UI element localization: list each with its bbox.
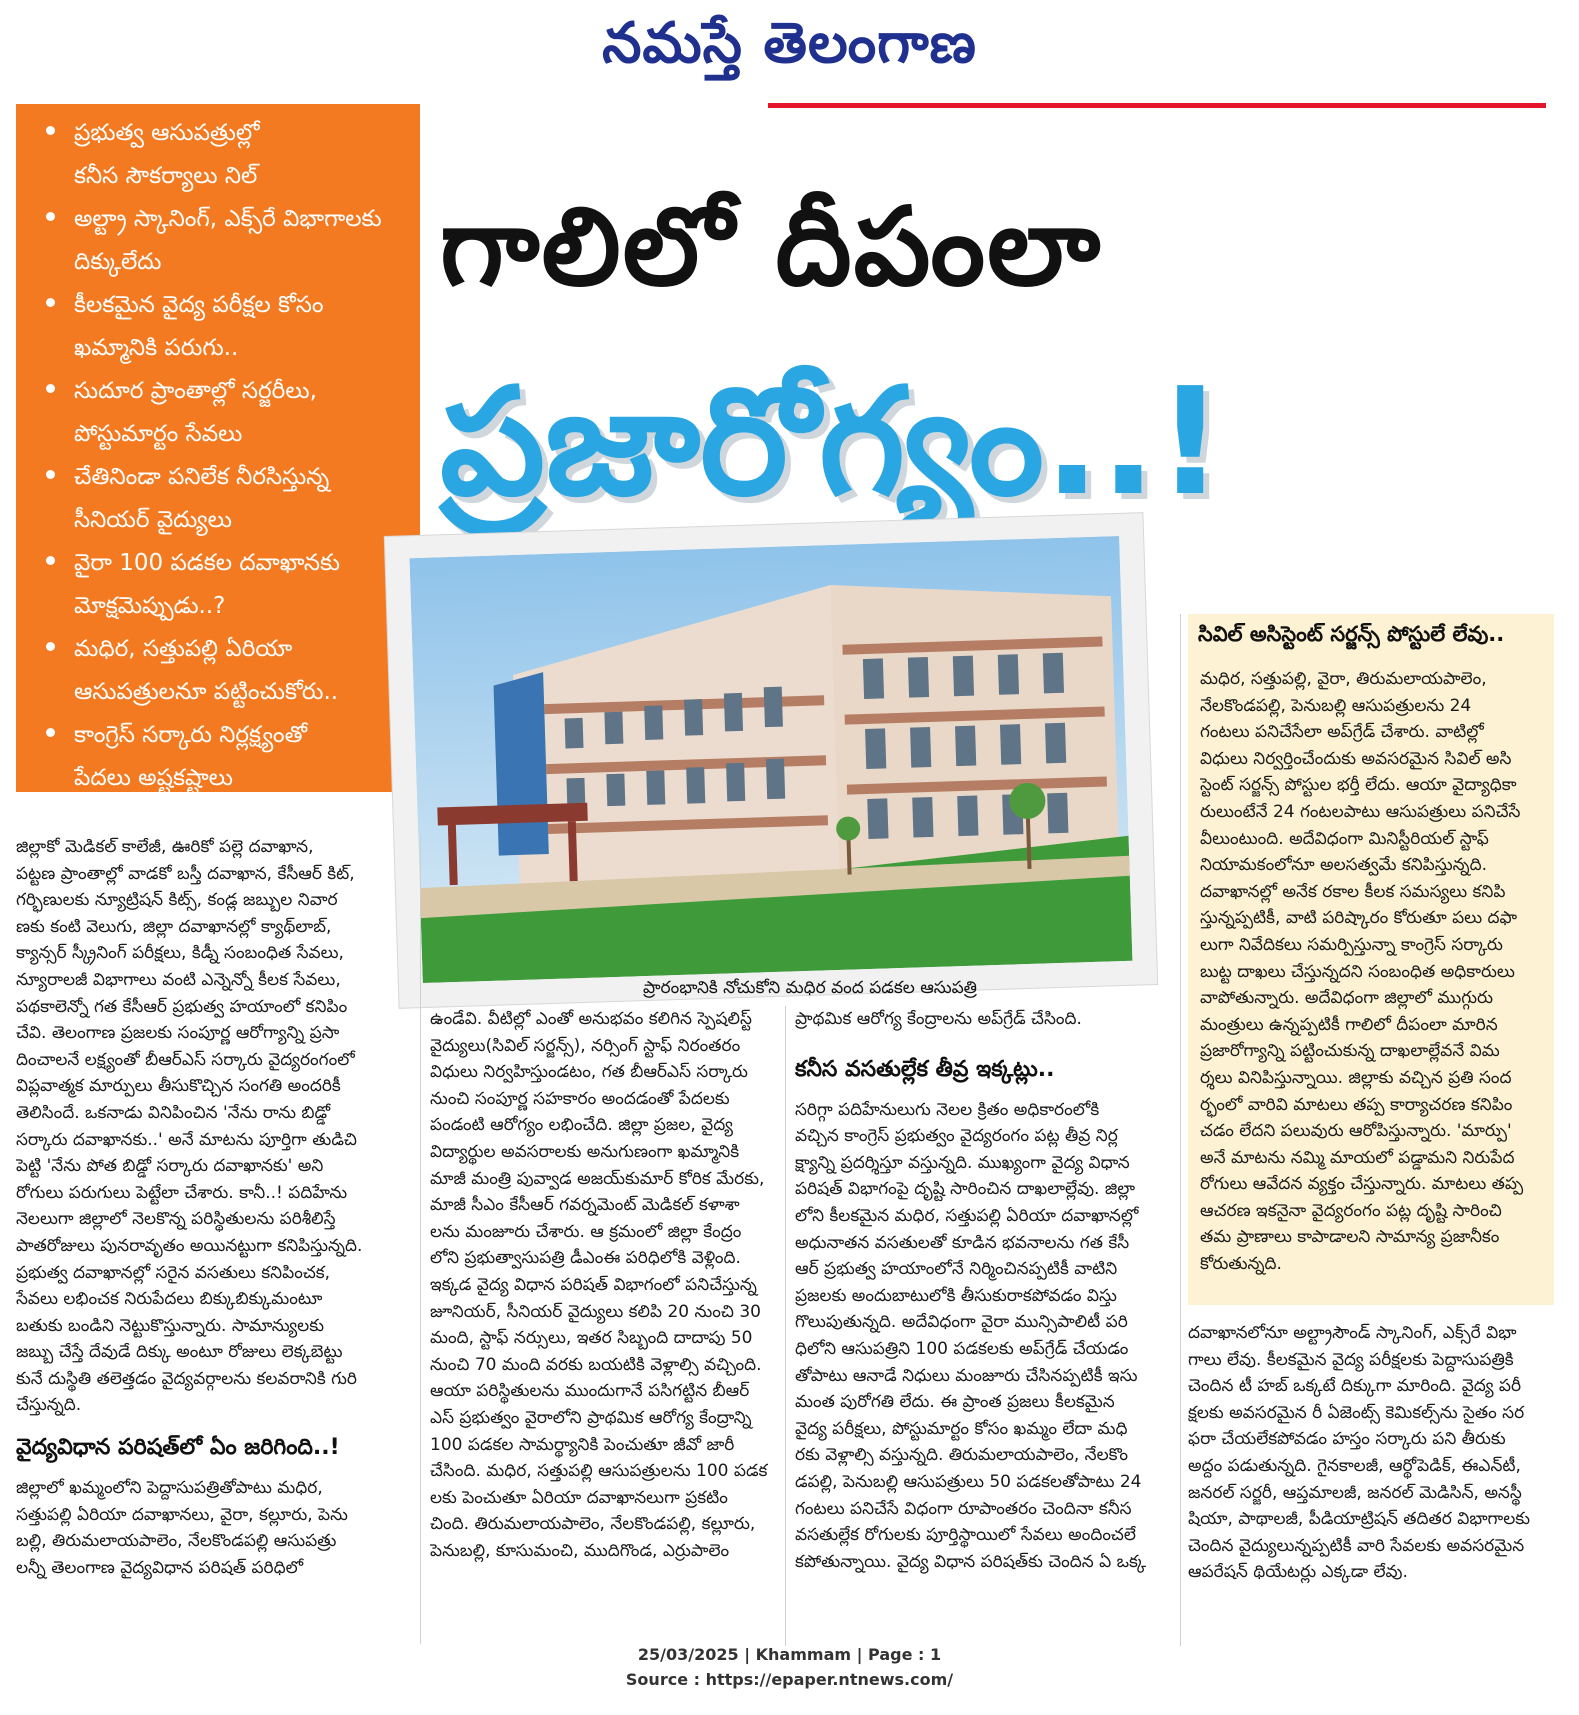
article-line: పరిషత్ విభాగంపై దృష్టి సారించిన దాఖలాల్లేవు. జిల్లా [795, 1179, 1136, 1200]
article-line: పండంటి ఆరోగ్యం లభించేది. జిల్లా ప్రజల, వైద్య [430, 1115, 733, 1136]
article-line: జబ్బు చేస్తే దేవుడే దిక్కు అంటూ రోజులు లెక్కబెట్టు [16, 1342, 343, 1363]
article-line: నియామకంలోనూ అలసత్వమే కనిపిస్తున్నది. [1200, 855, 1487, 876]
highlight-text: సుదూర ప్రాంతాల్లో సర్జరీలు, [74, 378, 317, 404]
headline-line2: ప్రజారోగ్యం..! [440, 356, 1224, 528]
article-line: సేవలు లభించక నిరుపేదలు బిక్కుబిక్కుమంటూ [16, 1289, 323, 1310]
article-line: బల్లి, తిరుమలాయపాలెం, నేలకొండపల్లి ఆసుపత్రు [16, 1531, 337, 1552]
article-line: వీలుంటుంది. అదేవిధంగా మినిస్టీరియల్ స్టాఫ్ [1200, 828, 1489, 849]
highlight-text: చేతినిండా పనిలేక నీరసిస్తున్న [74, 464, 330, 490]
article-line: పెట్టి 'నేను పోత బిడ్డో సర్కారు దవాఖానకు' అని [16, 1156, 324, 1177]
article-line: సర్కారు దవాఖానకు..' అనే మాటను పూర్తిగా తుడిచి [16, 1129, 357, 1150]
sidebox-heading: సివిల్ అసిస్టెంట్ సర్జన్స్ పోస్టులే లేవు.. [1188, 614, 1554, 654]
article-line: స్టెంట్ సర్జన్స్ పోస్టుల భర్తీ లేదు. ఆయా వైద్యాధికా [1200, 775, 1517, 796]
highlight-text: ప్రభుత్వ ఆసుపత్రుల్లో [74, 120, 260, 146]
masthead-rule [768, 103, 1546, 108]
article-line: లుగా నివేదికలు సమర్పిస్తున్నా కాంగ్రెస్ సర్కారు [1200, 934, 1503, 955]
article-line: స్తున్నప్పటికీ, వాటి పరిష్కారం కోరుతూ పలు దఫా [1200, 908, 1518, 929]
article-line: చేసింది. మధిర, సత్తుపల్లి ఆసుపత్రులను 100 పడక [430, 1461, 768, 1482]
article-line: తోపాటు ఆనాడే నిధులు మంజూరు చేసినప్పటికీ ఇసు [795, 1365, 1138, 1386]
highlight-item [36, 628, 412, 714]
article-line: మంత పురోగతి లేదు. ఈ ప్రాంత ప్రజలు కీలకమైన [795, 1392, 1115, 1413]
article-line: పెనుబల్లి, కూసుమంచి, ముదిగొండ, ఎర్రుపాలెం [430, 1540, 730, 1561]
article-column-1 [16, 834, 412, 1581]
highlight-text: దిక్కులేదు [74, 249, 162, 275]
article-line: లోని ప్రభుత్వాసుపత్రి డీఎంఈ పరిధిలోకి వెళ్లింది. [430, 1248, 741, 1269]
article-line: వాపోతున్నారు. అదేవిధంగా జిల్లాలో ముగ్గురు [1200, 988, 1494, 1009]
highlight-item [36, 284, 412, 370]
article-line: మాజీ మంత్రి పువ్వాడ అజయ్‌కుమార్ కోరిక మేరకు, [430, 1168, 765, 1189]
footer-dateline: 25/03/2025 | Khammam | Page : 1 [637, 1645, 942, 1664]
column-2-paragraph [430, 1006, 775, 1564]
article-line: షియా, పాథాలజీ, పీడియాట్రిషన్ తదితర విభాగాలకు [1188, 1509, 1531, 1530]
article-line: ప్రజలకు అందుబాటులోకి తీసుకురాకపోవడం విస్తు [795, 1285, 1117, 1306]
highlight-text: వైరా 100 పడకల దవాఖానకు [74, 550, 340, 576]
article-line: అధునాతన వసతులతో కూడిన భవనాలను గత కేసీ [795, 1232, 1130, 1253]
highlight-item [36, 714, 412, 800]
column-4-paragraph [1188, 1320, 1554, 1586]
article-line: ఫరా చేయలేకపోవడం హస్తం సర్కారు పని తీరుకు [1188, 1429, 1506, 1450]
highlight-text: కనీస సౌకర్యాలు నిల్ [74, 163, 258, 189]
article-line: మంత్రులు ఉన్నప్పటికీ గాలిలో దీపంలా మారిన [1200, 1014, 1498, 1035]
article-line: లన్నీ తెలంగాణ వైద్యవిధాన పరిషత్ పరిధిలో [16, 1557, 304, 1578]
article-line: ఎస్ ప్రభుత్వం వైరాలోని ప్రాథమిక ఆరోగ్య కేంద్రాన్ని [430, 1407, 752, 1428]
article-line: రోగులు పరుగులు పెట్టేలా చేశారు. కానీ..! పదిహేను [16, 1182, 348, 1203]
sidebox [1188, 654, 1554, 1305]
article-line: మాజీ సీఎం కేసీఆర్ గవర్నమెంట్ మెడికల్ కళాశా [430, 1195, 740, 1216]
article-line: వైద్యులు(సివిల్ సర్జన్స్), నర్సింగ్ స్టాఫ్ నిరంతరం [430, 1035, 741, 1056]
highlight-item [36, 456, 412, 542]
article-line: చేస్తున్నది. [16, 1395, 82, 1416]
highlight-text: కీలకమైన వైద్య పరీక్షల కోసం [74, 292, 324, 318]
article-line: ధిలోని ఆసుపత్రిని 100 పడకలకు అప్‌గ్రేడ్ చేయడం [795, 1338, 1129, 1359]
article-line: క్షలకు అవసరమైన రీ ఏజెంట్స్ కెమికల్స్‌ను సైతం సర [1188, 1402, 1525, 1423]
article-line: చడం లేదని పలువురు ఆరోపిస్తున్నారు. 'మార్పు' [1200, 1121, 1512, 1142]
article-line: ర్భంలో వారివి మాటలు తప్ప కార్యాచరణ కనిపిం [1200, 1094, 1513, 1115]
article-line: లను మంజూరు చేశారు. ఆ క్రమంలో జిల్లా కేంద్రం [430, 1221, 742, 1242]
column-divider [785, 1006, 786, 1646]
bullet-dot-icon [46, 126, 55, 135]
hospital-building-image [409, 536, 1132, 983]
article-line: తమ ప్రాణాలు కాపాడాలని సామాన్య ప్రజానీకం [1200, 1227, 1500, 1248]
article-line: చింది. తిరుమలాయపాలెం, నేలకొండపల్లి, కల్లూరు, [430, 1514, 756, 1535]
article-line: రకు వెళ్లాల్సి వస్తున్నది. తిరుమలాయపాలెం, నేలకొం [795, 1445, 1128, 1466]
article-line: జిల్లాకో మెడికల్ కాలేజీ, ఊరికో పల్లె దవాఖాన, [16, 837, 314, 857]
highlight-text: పేదలు అష్టకష్టాలు [74, 765, 233, 791]
bullet-dot-icon [46, 212, 55, 221]
article-line: విప్లవాత్మక మార్పులు తీసుకొచ్చిన సంగతి అందరికీ [16, 1076, 341, 1097]
article-line: దించాలనే లక్ష్యంతో బీఆర్‌ఎస్ సర్కారు వైద్యరంగంలో [16, 1049, 355, 1070]
photo-caption: ప్రారంభానికి నోచుకోని మధిర వంద పడకల ఆసుపత్రి [643, 978, 977, 998]
article-line: మధిర, సత్తుపల్లి, వైరా, తిరుమలాయపాలెం, [1200, 669, 1487, 689]
bullet-dot-icon [46, 298, 55, 307]
article-line: చెందిన టీ హబ్ ఒక్కటే దిక్కుగా మారింది. వైద్య పరీ [1188, 1376, 1522, 1397]
highlight-text: సీనియర్ వైద్యులు [74, 507, 232, 533]
article-line: జిల్లాలో ఖమ్మంలోని పెద్దాసుపత్రితోపాటు మధిర, [16, 1478, 323, 1499]
article-line: సత్తుపల్లి ఏరియా దవాఖానలు, వైరా, కల్లూరు, పెను [16, 1504, 348, 1525]
footer-source: Source : https://epaper.ntnews.com/ [625, 1670, 954, 1689]
article-line: గంటలు పనిచేసేలా అప్‌గ్రేడ్ చేశారు. వాటిల్లో [1200, 722, 1484, 743]
article-line: లోని కీలకమైన మధిర, సత్తుపల్లి ఏరియా దవాఖానల్లో [795, 1205, 1139, 1226]
article-line: చెందిన వైద్యులున్నప్పటికీ వారి సేవలకు అవసరమైన [1188, 1535, 1525, 1556]
bullet-dot-icon [46, 642, 55, 651]
article-line: గర్భిణులకు న్యూట్రిషన్ కిట్స్, కండ్ల జబ్బుల నివార [16, 890, 338, 911]
highlight-text: ఆసుపత్రులనూ పట్టించుకోరు.. [74, 679, 339, 705]
highlight-text: మధిర, సత్తుపల్లి ఏరియా [74, 636, 293, 662]
article-line: అనే మాటను నమ్మి మాయలో పడ్డామని నిరుపేద [1200, 1147, 1515, 1168]
article-line: ర్శలు వినిపిస్తున్నాయి. జిల్లాకు వచ్చిన ప్రతి సంద [1200, 1067, 1512, 1088]
article-line: డపల్లి, పెనుబల్లి ఆసుపత్రులు 50 పడకలతోపాటు 24 [795, 1471, 1142, 1492]
article-line: మంది, స్టాఫ్ నర్సులు, ఇతర సిబ్బంది దాదాపు 50 [430, 1328, 753, 1349]
article-line: విధులు నిర్వర్తించేందుకు అవసరమైన సివిల్ అసి [1200, 748, 1512, 769]
article-line: గాలు లేవు. కీలకమైన వైద్య పరీక్షలకు పెద్దాసుపత్రికి [1188, 1349, 1514, 1370]
article-line: 100 పడకల సామర్థ్యానికి పెంచుతూ జీవో జారీ [430, 1434, 735, 1455]
headline-line1: గాలిలో దీపంలా [440, 185, 1103, 310]
article-line: విద్యార్థుల అవసరాలకు అనుగుణంగా ఖమ్మానికి [430, 1141, 740, 1162]
article-line: నుంచి సంపూర్ణ సహకారం అందడంతో పేదలకు [430, 1088, 730, 1109]
article-line: పథకాలెన్నో గత కేసీఆర్ ప్రభుత్వ హయాంలో కనిపిం [16, 996, 348, 1017]
article-line: క్ష్యాన్ని ప్రదర్శిస్తూ వస్తున్నది. ముఖ్యంగా వైద్య విధాన [795, 1152, 1130, 1173]
article-line: గొలుపుతున్నది. అదేవిధంగా వైరా మున్సిపాలిటీ పరి [795, 1312, 1128, 1333]
highlight-text: మోక్షమెప్పుడు..? [74, 593, 226, 619]
highlight-text: పోస్టుమార్టం సేవలు [74, 421, 243, 447]
article-column-4 [1188, 1320, 1554, 1586]
article-line: న్యూరాలజీ విభాగాలు వంటి ఎన్నెన్నో కీలక సేవలు, [16, 969, 341, 990]
bullet-dot-icon [46, 728, 55, 737]
sidebox-paragraph [1200, 666, 1544, 1278]
article-line: దవాఖానలోనూ అల్ట్రాసౌండ్ స్కానింగ్, ఎక్స్‌రే విభా [1188, 1323, 1517, 1343]
article-line: వైద్య పరీక్షలు, పోస్టుమార్టం కోసం ఖమ్మం లేదా మధి [795, 1418, 1128, 1439]
article-line: కునే దుస్థితి తలెత్తడం వైద్యవర్గాలను కలవరానికి గురి [16, 1368, 358, 1389]
article-line: బతుకు బండిని నెట్టుకొస్తున్నారు. సామాన్యులకు [16, 1315, 324, 1336]
column-divider [420, 834, 421, 1644]
article-line: గంటలు పనిచేసే విధంగా రూపాంతరం చెందినా కనీస [795, 1498, 1132, 1519]
article-line: కపోతున్నాయి. వైద్య విధాన పరిషత్‌కు చెందిన ఏ ఒక్క [795, 1551, 1147, 1572]
article-line: అద్దం పడుతున్నది. గైనకాలజీ, ఆర్థోపెడిక్, ఈఎన్‌టీ, [1188, 1455, 1521, 1476]
article-line: క్యాన్సర్ స్క్రీనింగ్ పరీక్షలు, కిడ్నీ సంబంధిత సేవలు, [16, 943, 344, 964]
article-line: ఆయా పరిస్థితులను ముందుగానే పసిగట్టిన బీఆర్ [430, 1381, 750, 1402]
highlight-text: కాంగ్రెస్ సర్కారు నిర్లక్ష్యంతో [74, 722, 308, 748]
column-1-paragraph-1 [16, 834, 412, 1419]
article-line: చేవి. తెలంగాణ ప్రజలకు సంపూర్ణ ఆరోగ్యాన్ని ప్రసా [16, 1023, 340, 1044]
bullet-dot-icon [46, 470, 55, 479]
article-line: పాతరోజులు పునరావృతం అయినట్టుగా కనిపిస్తున్నది. [16, 1235, 363, 1256]
bullet-dot-icon [46, 384, 55, 393]
highlight-text: అల్ట్రా స్కానింగ్, ఎక్స్‌రే విభాగాలకు [74, 206, 382, 232]
article-line: రోగులు ఆవేదన వ్యక్తం చేస్తున్నారు. మాటలు తప్ప [1200, 1174, 1524, 1195]
article-line: లకు పెంచుతూ ఏరియా దవాఖానలుగా ప్రకటిం [430, 1487, 728, 1508]
masthead-logo: నమస్తే తెలంగాణ [602, 10, 977, 76]
highlight-item [36, 370, 412, 456]
article-column-2 [430, 1006, 775, 1564]
column-3-subheading: కనీస వసతుల్లేక తీవ్ర ఇక్కట్లు.. [795, 1056, 1055, 1082]
article-line: ఆపరేషన్ థియేటర్లు ఎక్కడా లేవు. [1188, 1562, 1408, 1583]
highlights-box [16, 104, 420, 792]
article-line: ఉండేవి. వీటిల్లో ఎంతో అనుభవం కలిగిన స్పెషలిస్ట్ [430, 1009, 752, 1029]
highlight-item [36, 198, 412, 284]
column-1-paragraph-2 [16, 1475, 412, 1581]
article-line: ప్రజారోగ్యాన్ని పట్టించుకున్న దాఖలాల్లేవనే విమ [1200, 1041, 1500, 1062]
article-line: నేలకొండపల్లి, పెనుబల్లి ఆసుపత్రులను 24 [1200, 695, 1472, 716]
article-line: పట్టణ ప్రాంతాల్లో వాడకో బస్తీ దవాఖాన, కేసీఆర్ కిట్, [16, 863, 355, 884]
article-column-3 [795, 1006, 1170, 1575]
article-line: కోరుతున్నది. [1200, 1254, 1282, 1275]
article-line: ప్రభుత్వ దవాఖానల్లో సరైన వసతులు కనిపించక, [16, 1262, 331, 1283]
column-3-paragraph [795, 1097, 1170, 1576]
column-divider [1180, 614, 1181, 1646]
highlight-item [36, 542, 412, 628]
article-line: ఇక్కడ వైద్య విధాన పరిషత్ విభాగంలో పనిచేస్తున్న [430, 1274, 757, 1295]
article-line: జూనియర్, సీనియర్ వైద్యులు కలిపి 20 నుంచి 30 [430, 1301, 761, 1322]
article-line: ణకు కంటి వెలుగు, జిల్లా దవాఖానల్లో క్యాథ్‌లాబ్, [16, 916, 332, 937]
article-line: ఆర్ ప్రభుత్వ హయాంలోనే నిర్మించినప్పటికీ వాటిని [795, 1259, 1118, 1280]
hospital-photo [385, 513, 1157, 1008]
highlight-item [36, 112, 412, 198]
article-line: జనరల్ సర్జరీ, ఆప్తమాలజీ, జనరల్ మెడిసిన్, అనస్థీ [1188, 1482, 1522, 1503]
article-line: రులుంటేనే 24 గంటలపాటు ఆసుపత్రులు పనిచేసే [1200, 801, 1521, 822]
article-line: వచ్చిన కాంగ్రెస్ ప్రభుత్వం వైద్యరంగం పట్ల తీవ్ర నిర్ల [795, 1126, 1118, 1147]
article-line: ఆచరణ ఇకనైనా వైద్యరంగం పట్ల దృష్టి సారించి [1200, 1200, 1502, 1221]
column-1-subheading: వైద్యవిధాన పరిషత్‌లో ఏం జరిగింది..! [16, 1435, 340, 1461]
article-line: నెలలుగా జిల్లాలో నెలకొన్న పరిస్థితులను పరిశీలిస్తే [16, 1209, 336, 1230]
article-line: బుట్ట దాఖలు చేస్తున్నదని సంబంధిత అధికారులు [1200, 961, 1515, 982]
highlight-text: ఖమ్మానికి పరుగు.. [74, 335, 239, 361]
bullet-dot-icon [46, 556, 55, 565]
column-3-lead: ప్రాథమిక ఆరోగ్య కేంద్రాలను అప్‌గ్రేడ్ చేసింది. [795, 1009, 1082, 1029]
article-line: వసతుల్లేక రోగులకు పూర్తిస్థాయిలో సేవలు అందించలే [795, 1525, 1136, 1546]
article-line: సరిగ్గా పదిహేనులుగు నెలల క్రితం అధికారంలోకి [795, 1099, 1100, 1120]
article-line: తెలిసిందే. ఒకనాడు వినిపించిన 'నేను రాను బిడ్డో [16, 1102, 331, 1123]
article-line: విధులు నిర్వహిస్తుండటం, గత బీఆర్‌ఎస్ సర్కారు [430, 1062, 748, 1083]
article-line: నుంచి 70 మంది వరకు బయటికి వెళ్లాల్సి వచ్చింది. [430, 1354, 762, 1375]
article-line: దవాఖానల్లో అనేక రకాల కీలక సమస్యలు కనిపి [1200, 881, 1506, 902]
